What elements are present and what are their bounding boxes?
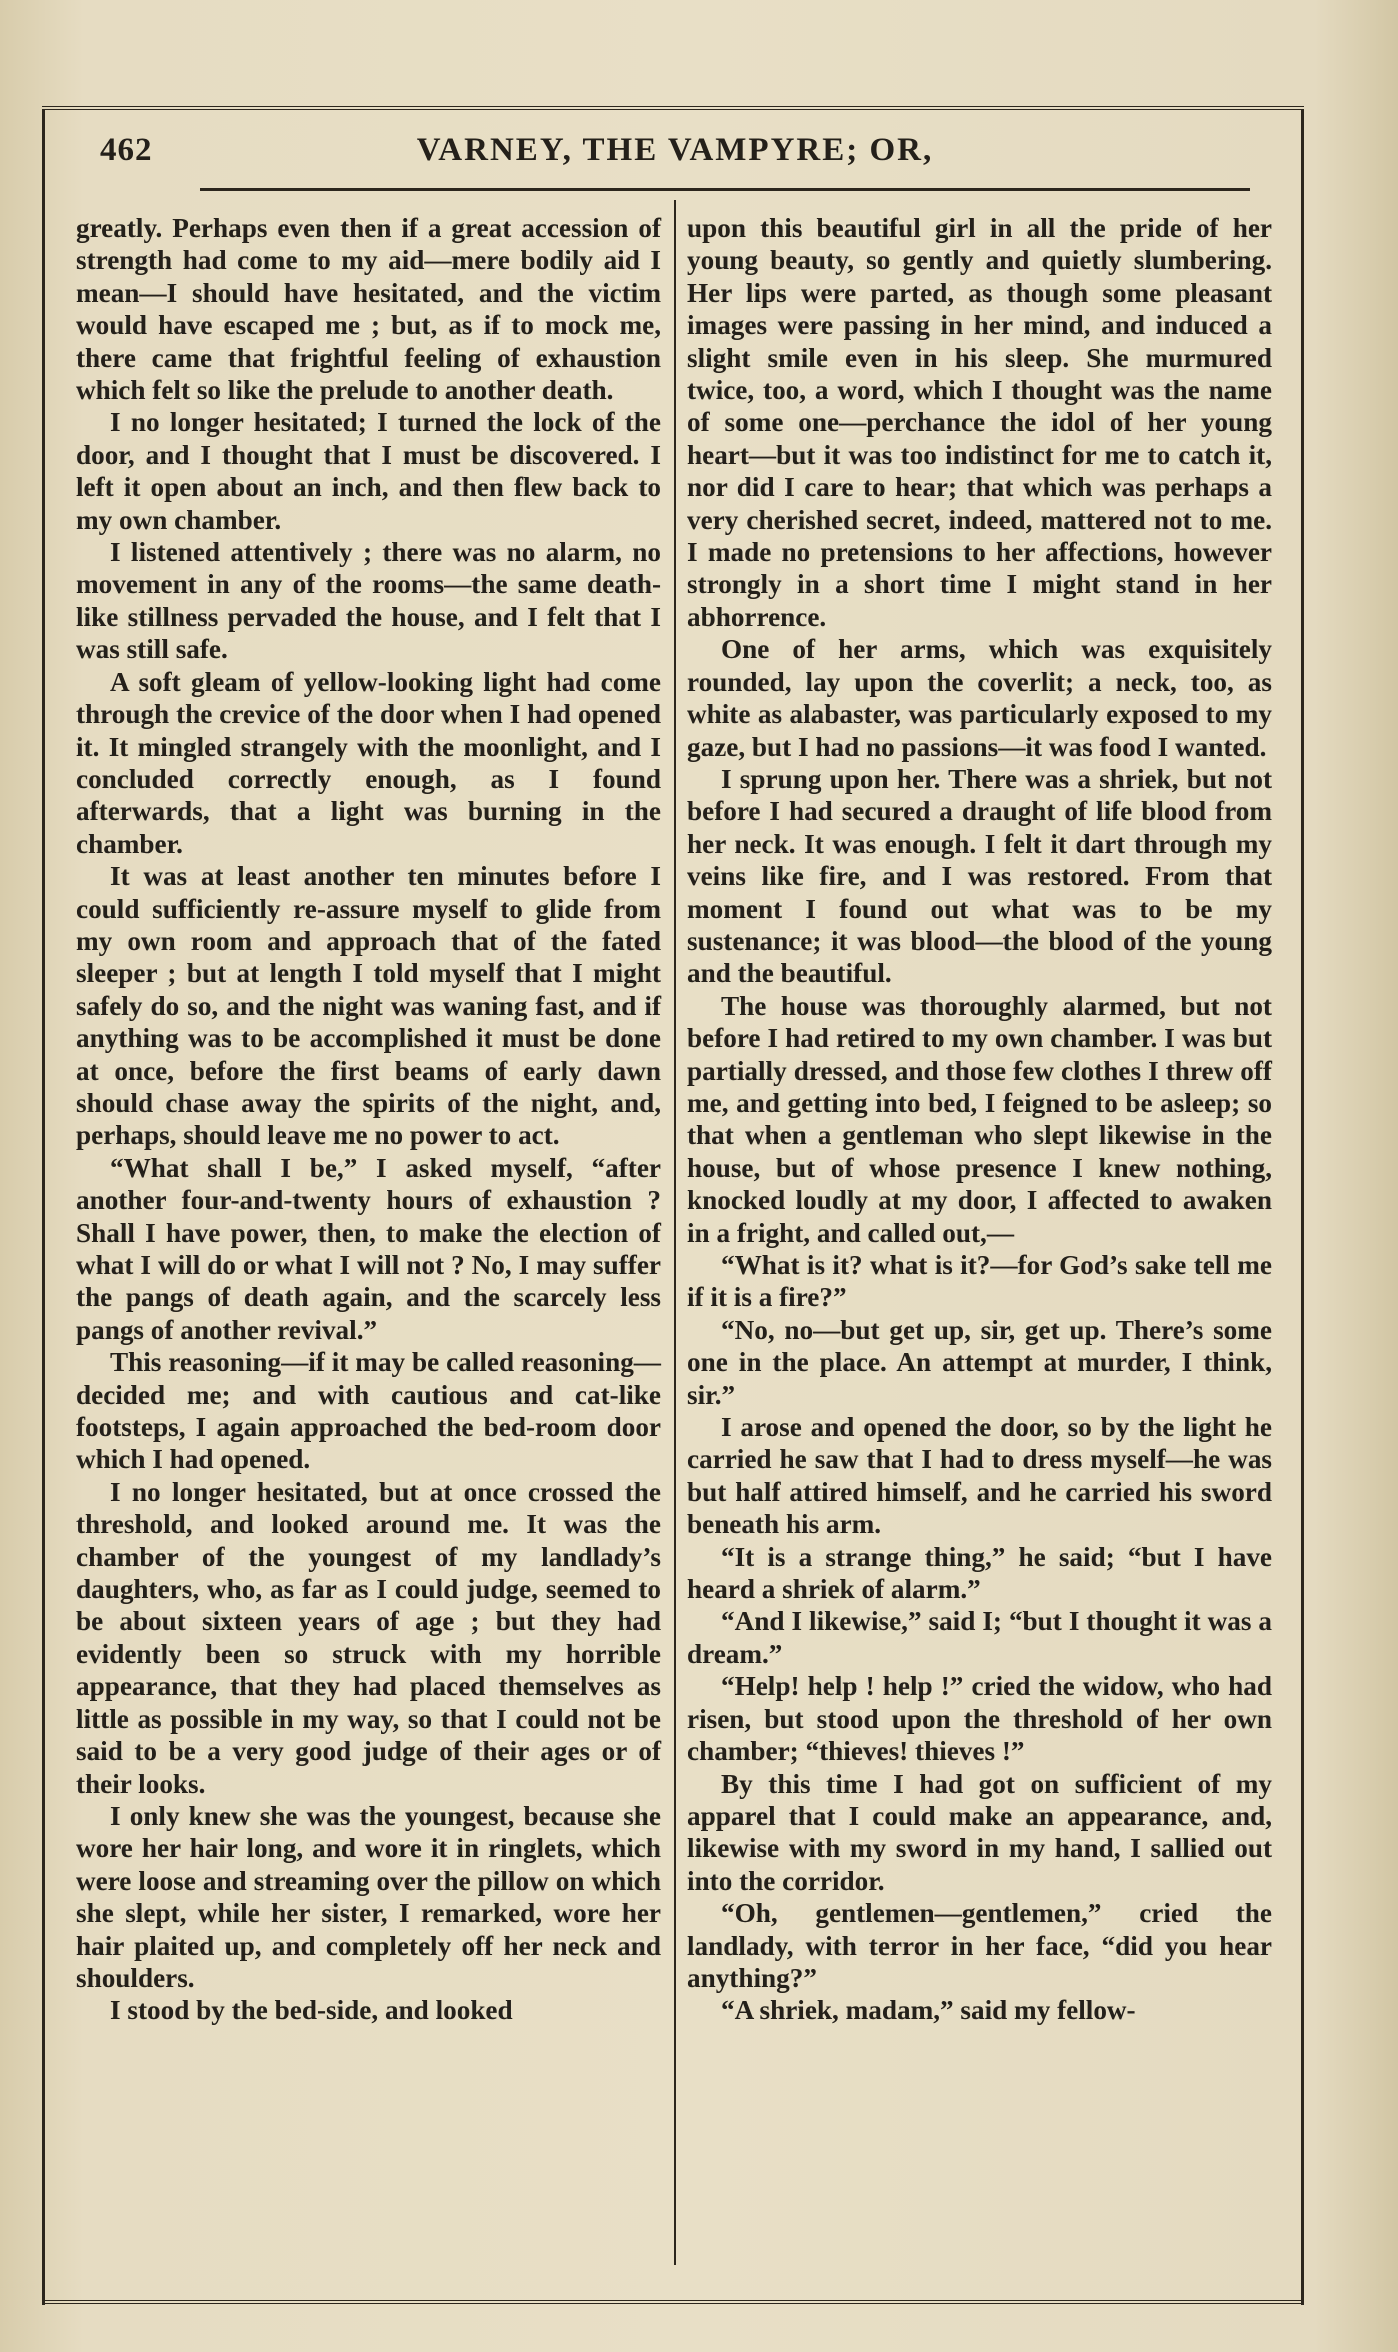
paragraph: I stood by the bed-side, and looked xyxy=(110,1995,513,2026)
paragraph: “What is it? what is it?—for God’s sake tell me if it is a fire?” xyxy=(687,1250,1272,1313)
paragraph: This reasoning—if it may be called reasoning—decided me; and with cautious and cat-like footsteps, I again approached the bed-room door which I had opened. xyxy=(76,1347,661,1475)
paragraph: I no longer hesitated, but at once crossed the threshold, and looked around me. It was the chamber of the youngest of my landlady’s daughters, who, as far as I could judge, seemed to be about sixteen years of age ; but they had evidently been so struck with my horrible appearance, that they had placed themselves as little as possible in my way, so that I could not be said to be a very good judge of their ages or of their looks. xyxy=(76,1476,661,1799)
column-divider xyxy=(674,200,676,2265)
paragraph: It was at least another ten minutes before I could sufficiently re-assure myself to glide from my own room and approach that of the fated sleeper ; but at length I told myself that I might safely do so, and the night was waning fast, and if anything was to be accomplished it must be done at once, before the first beams of early dawn should chase away the spirits of the night, and, perhaps, should leave me no power to act. xyxy=(76,861,661,1151)
paragraph: “Help! help ! help !” cried the widow, who had risen, but stood upon the threshold of her own chamber; “thieves! thieves !” xyxy=(687,1671,1272,1767)
left-column xyxy=(76,212,661,2027)
paragraph: upon this beautiful girl in all the pride of her young beauty, so gently and quietly slumbering. Her lips were parted, as though some pleasant images were passing in her mind, and induced a slight smile even in his sleep. She murmured twice, too, a word, which I thought was the name of some one—perchance the idol of her young heart—but it was too indistinct for me to catch it, nor did I care to hear; that which was perhaps a very cherished secret, indeed, mattered not to me. I made no pretensions to her affections, however strongly in a short time I might stand in her abhorrence. xyxy=(687,213,1272,632)
paragraph: “Oh, gentlemen—gentlemen,” cried the landlady, with terror in her face, “did you hear anything?” xyxy=(687,1898,1272,1993)
paragraph: “What shall I be,” I asked myself, “after another four-and-twenty hours of exhaustion ? Shall I have power, then, to make the election of what I will do or what I will not ? No, I may suffer the pangs of death again, and the scarcely less pangs of another revival.” xyxy=(76,1152,661,1345)
running-title: VARNEY, THE VAMPYRE; OR, xyxy=(416,132,934,168)
header-rule xyxy=(200,188,1250,191)
paragraph: “And I likewise,” said I; “but I thought it was a dream.” xyxy=(687,1606,1272,1669)
paragraph: greatly. Perhaps even then if a great accession of strength had come to my aid—mere bodily aid I mean—I should have hesitated, and the victim would have escaped me ; but, as if to mock me, there came that frightful feeling of exhaustion which felt so like the prelude to another death. xyxy=(76,213,661,406)
paragraph: I sprung upon her. There was a shriek, but not before I had secured a draught of life blood from her neck. It was enough. I felt it dart through my veins like fire, and I was restored. From that moment I found out what was to be my sustenance; it was blood—the blood of the young and the beautiful. xyxy=(687,763,1272,989)
page-number: 462 xyxy=(100,132,153,168)
paragraph: I no longer hesitated; I turned the lock of the door, and I thought that I must be discovered. I left it open about an inch, and then flew back to my own chamber. xyxy=(76,407,661,535)
page-header xyxy=(100,132,1250,182)
paragraph: A soft gleam of yellow-looking light had come through the crevice of the door when I had opened it. It mingled strangely with the moonlight, and I concluded correctly enough, as I found afterwards, that a light was burning in the chamber. xyxy=(76,666,661,859)
paragraph: “A shriek, madam,” said my fellow- xyxy=(721,1995,1136,2026)
right-column xyxy=(687,212,1272,2027)
paragraph: One of her arms, which was exquisitely rounded, lay upon the coverlit; a neck, too, as white as alabaster, was particularly exposed to my gaze, but I had no passions—it was food I wanted. xyxy=(687,634,1272,762)
paragraph: I only knew she was the youngest, because she wore her hair long, and wore it in ringlets, which were loose and streaming over the pillow on which she slept, while her sister, I remarked, wore her hair plaited up, and completely off her neck and shoulders. xyxy=(76,1800,661,1993)
bottom-border-rule xyxy=(42,2300,1304,2304)
paragraph: “It is a strange thing,” he said; “but I have heard a shriek of alarm.” xyxy=(687,1541,1272,1605)
paragraph: “No, no—but get up, sir, get up. There’s some one in the place. An attempt at murder, I think, sir.” xyxy=(687,1314,1272,1410)
paragraph: By this time I had got on sufficient of my apparel that I could make an appearance, and, likewise with my sword in my hand, I sallied out into the corridor. xyxy=(687,1768,1272,1896)
paragraph: The house was thoroughly alarmed, but not before I had retired to my own chamber. I was but partially dressed, and those few clothes I threw off me, and getting into bed, I feigned to be asleep; so that when a gentleman who slept likewise in the house, but of whose presence I knew nothing, knocked loudly at my door, I affected to awaken in a fright, and called out,— xyxy=(687,990,1272,1248)
paragraph: I listened attentively ; there was no alarm, no movement in any of the rooms—the same death-like stillness pervaded the house, and I felt that I was still safe. xyxy=(76,537,661,665)
paragraph: I arose and opened the door, so by the light he carried he saw that I had to dress myself—he was but half attired himself, and he carried his sword beneath his arm. xyxy=(687,1412,1272,1540)
